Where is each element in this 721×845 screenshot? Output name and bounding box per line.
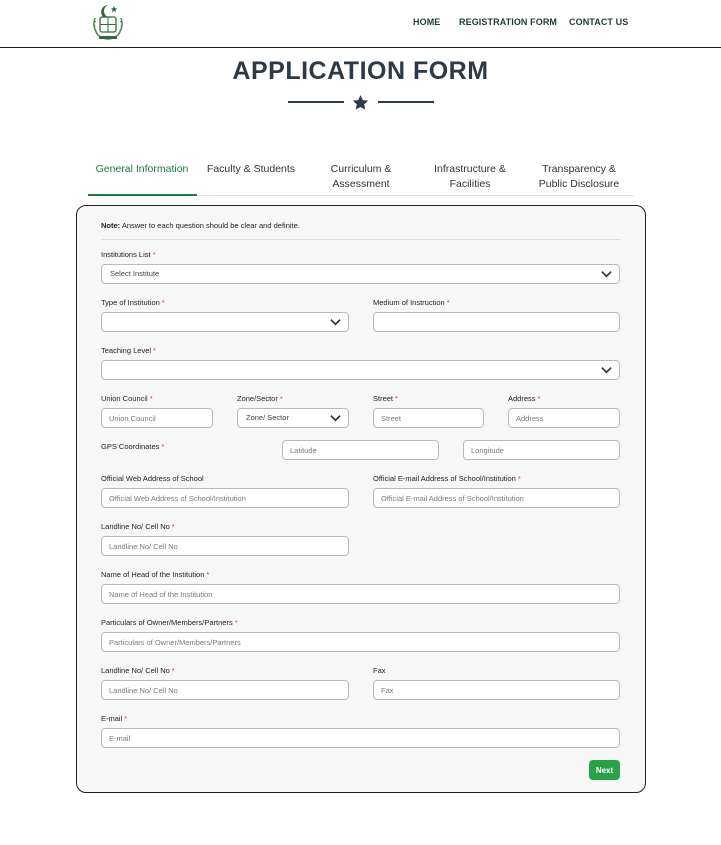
title-divider-left [288, 101, 344, 103]
tab-label: Infrastructure & [434, 163, 506, 175]
union-council-label: Union Council * [101, 394, 153, 403]
official-email-label: Official E-mail Address of School/Institution * [373, 474, 521, 483]
form-note [101, 221, 300, 230]
tab-curriculum-assessment[interactable] [308, 162, 414, 192]
nav-contact-us-link[interactable]: CONTACT US [569, 17, 629, 27]
note-text: Answer to each question should be clear and definite. [120, 221, 300, 230]
tab-label-line2: Public Disclosure [538, 178, 620, 190]
email-input[interactable] [101, 728, 620, 748]
owner-particulars-input[interactable] [101, 632, 620, 652]
head-of-institution-input[interactable] [101, 584, 620, 604]
tab-label: Transparency & [542, 163, 616, 175]
zone-sector-value: Zone/ Sector [246, 413, 289, 422]
landline-cell-2-input[interactable] [101, 680, 349, 700]
teaching-level-label: Teaching Level * [101, 346, 156, 355]
gps-coordinates-label: GPS Coordinates * [101, 442, 165, 451]
longitude-input[interactable] [463, 440, 620, 460]
medium-of-instruction-input[interactable] [373, 312, 620, 332]
zone-sector-select[interactable] [237, 408, 349, 428]
web-address-label: Official Web Address of School [101, 474, 204, 483]
landline-cell-label: Landline No/ Cell No * [101, 522, 175, 531]
address-input[interactable] [508, 408, 620, 428]
street-input[interactable] [373, 408, 484, 428]
tab-infrastructure-facilities[interactable] [417, 162, 523, 192]
landline-cell-2-label: Landline No/ Cell No * [101, 666, 175, 675]
nav-registration-form-link[interactable]: REGISTRATION FORM [459, 17, 558, 27]
zone-sector-label: Zone/Sector * [237, 394, 283, 403]
active-tab-indicator [88, 194, 197, 196]
type-of-institution-select[interactable] [101, 312, 349, 332]
chevron-down-icon [601, 270, 612, 278]
institutions-list-label: Institutions List * [101, 250, 156, 259]
union-council-input[interactable] [101, 408, 213, 428]
landline-cell-input[interactable] [101, 536, 349, 556]
teaching-level-select[interactable] [101, 360, 620, 380]
tab-label-line2: Facilities [449, 178, 491, 190]
tab-label: General Information [95, 163, 189, 175]
star-icon [351, 94, 370, 112]
medium-of-instruction-label: Medium of Instruction * [373, 298, 450, 307]
fax-input[interactable] [373, 680, 620, 700]
tab-label-line2: Assessment [332, 178, 390, 190]
address-label: Address * [508, 394, 541, 403]
tab-label: Faculty & Students [206, 163, 296, 175]
note-prefix: Note: [101, 221, 121, 230]
next-button[interactable]: Next [589, 760, 620, 780]
latitude-input[interactable] [282, 440, 439, 460]
head-of-institution-label: Name of Head of the Institution * [101, 570, 210, 579]
institutions-list-value: Select Institute [110, 269, 160, 278]
required-mark: * [152, 250, 156, 259]
top-navbar [0, 0, 721, 48]
chevron-down-icon [330, 318, 341, 326]
owner-particulars-label: Particulars of Owner/Members/Partners * [101, 618, 238, 627]
tab-general-information[interactable] [88, 162, 196, 177]
title-divider-right [378, 101, 434, 103]
official-email-input[interactable] [373, 488, 620, 508]
institutions-list-select[interactable] [101, 264, 620, 284]
fax-label: Fax [373, 666, 386, 675]
tab-transparency-public-disclosure[interactable] [526, 162, 632, 192]
nav-home-link[interactable]: HOME [413, 17, 441, 27]
street-label: Street * [373, 394, 398, 403]
tab-faculty-students[interactable] [198, 162, 304, 177]
web-address-input[interactable] [101, 488, 349, 508]
chevron-down-icon [601, 366, 612, 374]
chevron-down-icon [330, 414, 341, 422]
page-title: APPLICATION FORM [232, 57, 489, 85]
tab-label: Curriculum & [330, 163, 392, 175]
email-label: E-mail * [101, 714, 128, 723]
type-of-institution-label: Type of Institution * [101, 298, 165, 307]
government-emblem-logo[interactable] [90, 2, 126, 42]
note-divider [101, 239, 620, 240]
